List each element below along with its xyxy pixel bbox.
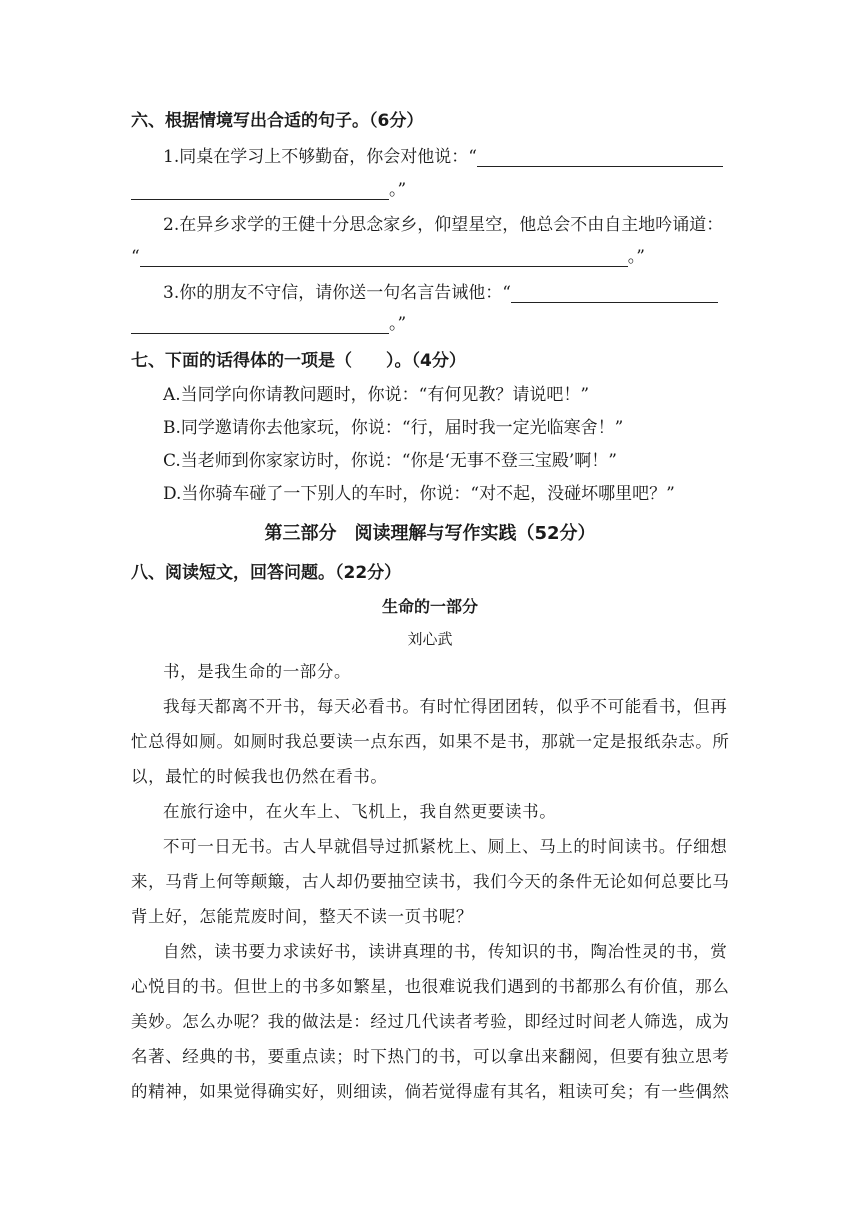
option-b[interactable]: B.同学邀请你去他家玩，你说：“行，届时我一定光临寒舍！” — [163, 418, 624, 438]
essay-line: 忙总得如厕。如厕时我总要读一点东西，如果不是书，那就一定是报纸杂志。所 — [131, 732, 730, 751]
question-6-1-cont — [131, 180, 406, 200]
part-3-title: 第三部分 阅读理解与写作实践（52分） — [264, 523, 596, 544]
answer-blank-6-2[interactable] — [140, 250, 628, 267]
essay-line: 书，是我生命的一部分。 — [163, 662, 352, 681]
section-6-title: 六、根据情境写出合适的句子。（6分） — [131, 111, 424, 131]
question-6-1 — [163, 147, 723, 167]
essay-line: 以，最忙的时候我也仍然在看书。 — [131, 767, 388, 786]
answer-blank-6-3b[interactable] — [131, 317, 389, 334]
essay-line: 的精神，如果觉得确实好，则细读，倘若觉得虚有其名，粗读可矣；有一些偶然 — [131, 1082, 730, 1101]
question-6-2: 2.在异乡求学的王健十分思念家乡，仰望星空，他总会不由自主地吟诵道： — [163, 215, 724, 235]
question-6-1-end: 。” — [389, 180, 407, 200]
essay-line: 在旅行途中，在火车上、飞机上，我自然更要读书。 — [163, 802, 557, 821]
essay-line: 我每天都离不开书，每天必看书。有时忙得团团转，似乎不可能看书，但再 — [163, 697, 728, 716]
question-6-3-end: 。” — [389, 314, 407, 334]
essay-line: 不可一日无书。古人早就倡导过抓紧枕上、厕上、马上的时间读书。仔细想 — [163, 837, 728, 856]
question-6-3 — [163, 283, 718, 303]
question-6-2-cont — [131, 247, 645, 267]
answer-blank-6-1b[interactable] — [131, 183, 389, 200]
answer-blank-6-1a[interactable] — [477, 150, 723, 167]
option-a[interactable]: A.当同学向你请教问题时，你说：“有何见教？请说吧！” — [163, 385, 590, 405]
section-7-title: 七、下面的话得体的一项是（ ）。（4分） — [131, 351, 466, 371]
question-6-1-text: 1.同桌在学习上不够勤奋，你会对他说：“ — [163, 147, 477, 167]
question-6-2-open: “ — [131, 247, 140, 267]
essay-line: 背上好，怎能荒废时间，整天不读一页书呢？ — [131, 907, 473, 926]
answer-blank-6-3a[interactable] — [511, 286, 718, 303]
essay-line: 心悦目的书。但世上的书多如繁星，也很难说我们遇到的书都那么有价值，那么 — [131, 977, 730, 996]
option-d[interactable]: D.当你骑车碰了一下别人的车时，你说：“对不起，没碰坏哪里吧？” — [163, 484, 675, 504]
question-6-3-text: 3.你的朋友不守信，请你送一句名言告诫他：“ — [163, 283, 511, 303]
essay-title: 生命的一部分 — [381, 597, 478, 616]
essay-line: 美妙。怎么办呢？我的做法是：经过几代读者考验，即经过时间老人筛选，成为 — [131, 1012, 730, 1031]
question-6-2-end: 。” — [627, 247, 645, 267]
essay-line: 名著、经典的书，要重点读；时下热门的书，可以拿出来翻阅，但要有独立思考 — [131, 1047, 730, 1066]
section-8-title: 八、阅读短文，回答问题。（22分） — [131, 563, 402, 583]
essay-line: 自然，读书要力求读好书，读讲真理的书，传知识的书，陶冶性灵的书，赏 — [163, 942, 728, 961]
essay-author: 刘心武 — [407, 630, 453, 648]
essay-line: 来，马背上何等颠簸，古人却仍要抽空读书，我们今天的条件无论如何总要比马 — [131, 872, 730, 891]
option-c[interactable]: C.当老师到你家家访时，你说：“你是‘无事不登三宝殿’啊！” — [163, 451, 617, 471]
question-6-3-cont — [131, 314, 406, 334]
